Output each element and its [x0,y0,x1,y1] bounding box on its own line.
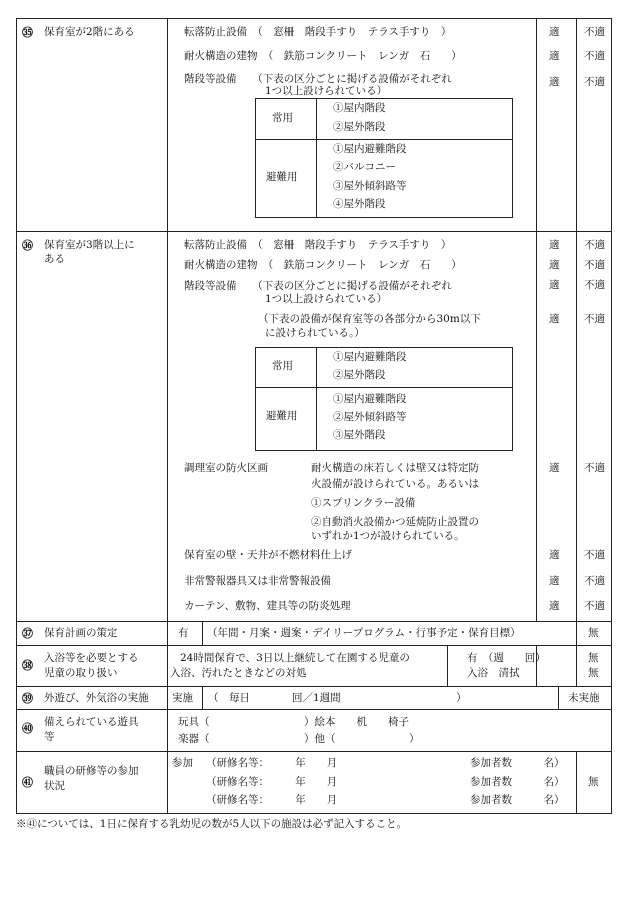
item-label-40-line2: 等 [44,731,55,743]
item-number-41: ㊶ [22,776,33,789]
item-number-36: ㊱ [22,239,33,252]
item-label-36-line1: 保育室が3階以上に [44,239,135,251]
fall-prevention-36: 転落防止設備 （ 窓柵 階段手すり テラス手すり ） [184,239,452,251]
no-column-divider [576,18,577,687]
no-mark: 不適 [584,313,605,325]
none-mark: 無 [588,652,599,664]
table-right-border [611,18,612,814]
no-mark: 不適 [584,76,605,88]
none-mark: 無 [588,627,599,639]
has-mark: 有 [178,627,189,639]
stairs-35-line2: 1つ以上設けられている） [265,85,388,97]
item-label-37: 保育計画の策定 [44,627,118,639]
outdoor-play-text: （ 毎日 回／1週間 ） [208,692,467,704]
bathing-type: 入浴 清拭 [467,667,520,679]
row-divider [16,645,612,646]
row-divider [16,709,612,710]
evac-item: ②屋外傾斜路等 [333,411,407,423]
no-mark: 不適 [584,259,605,271]
fall-prevention-35: 転落防止設備 （ 窓柵 階段手すり テラス手すり ） [184,26,452,38]
distance-36-line2: に設けられている。） [265,327,365,339]
row-divider [16,686,612,687]
stairs-subtable-36 [255,347,513,451]
no-mark: 不適 [584,549,605,561]
care-plan-text: （年間・月案・週案・デイリープログラム・行事予定・保育目標） [207,627,521,639]
row-divider [16,231,612,232]
col-divider-r37 [202,621,203,646]
yes-mark: 適 [549,26,560,38]
participant-count: 参加者数 名） [470,794,565,806]
row-divider [16,751,612,752]
table-bottom-border [16,813,612,814]
training-line: （研修名等： 年 月 [206,794,338,806]
fireproof-35: 耐火構造の建物 （ 鉄筋コンクリート レンガ 石 ） [184,50,462,62]
normal-item: ①屋内階段 [333,102,386,114]
stairs-36-line2: 1つ以上設けられている） [265,293,388,305]
yes-mark: 適 [549,600,560,612]
kitchen-fire-text: ①スプリンクラー設備 [311,497,416,509]
none-mark: 無 [588,667,599,679]
table-left-border [16,18,17,814]
normal-use-label: 常用 [272,360,293,372]
yes-mark: 適 [549,575,560,587]
no-mark: 不適 [584,600,605,612]
normal-item: ①屋内避難階段 [333,351,407,363]
stairs-35-line1: 階段等設備 （下表の区分ごとに掲げる設備がそれぞれ [184,73,452,85]
label-column-divider [167,18,168,814]
normal-use-label: 常用 [272,112,293,124]
yes-mark: 適 [549,239,560,251]
kitchen-fire-text: ②自動消火設備かつ延焼防止設置の [311,516,479,528]
evac-item: ④屋外階段 [333,198,386,210]
yes-column-divider [536,18,537,622]
item-number-35: ㉟ [22,26,33,39]
item-number-40: ㊵ [22,722,33,735]
yes-mark: 適 [549,279,560,291]
bathing-frequency: 有 （週 回） [467,652,546,664]
evac-item: ②バルコニー [333,161,396,173]
col-divider-r39-a [202,686,203,710]
equipment-line2: 楽器（ ）他（ ） [178,733,420,745]
col-divider-r39-b [558,686,559,710]
subtable-divider [316,348,317,450]
not-implemented-mark: 未実施 [568,692,600,704]
col-divider-r41 [576,751,577,814]
no-mark: 不適 [584,462,605,474]
evac-item: ③屋外傾斜路等 [333,180,407,192]
bathing-text-line1: 24時間保育で、3日以上継続して在園する児童の [180,652,410,664]
subtable-divider [316,99,317,217]
item-number-38: ㊳ [22,659,33,672]
evacuation-label: 避難用 [266,171,298,183]
yes-mark: 適 [549,462,560,474]
row-divider [16,621,612,622]
emergency-alarm: 非常警報器具又は非常警報設備 [184,575,331,587]
distance-36-line1: （下表の設備が保育室等の各部分から30m以下 [258,313,481,325]
evac-item: ①屋内避難階段 [333,143,407,155]
participant-count: 参加者数 名） [470,776,565,788]
item-label-39: 外遊び、外気浴の実施 [44,692,149,704]
footnote: ※㊶については、1日に保育する乳幼児の数が5人以下の施設は必ず記入すること。 [16,818,408,830]
equipment-line1: 玩具（ ）絵本 机 椅子 [178,716,409,728]
stairs-36-line1: 階段等設備 （下表の区分ごとに掲げる設備がそれぞれ [184,280,452,292]
yes-mark: 適 [549,313,560,325]
no-mark: 不適 [584,50,605,62]
kitchen-fire-text: 耐火構造の床若しくは壁又は特定防 [311,462,479,474]
subtable-divider [256,387,512,388]
participation-mark: 参加 [172,757,193,769]
participant-count: 参加者数 名） [470,757,565,769]
fireproof-36: 耐火構造の建物 （ 鉄筋コンクリート レンガ 石 ） [184,259,462,271]
kitchen-fire-text: いずれか1つが設けられている。 [311,530,465,542]
item-label-40-line1: 備えられている遊具 [44,716,139,728]
implemented-mark: 実施 [172,692,193,704]
kitchen-fire-compartment-label: 調理室の防火区画 [184,462,268,474]
item-label-38-line1: 入浴等を必要とする [44,652,139,664]
item-label-36-line2: ある [44,253,65,265]
training-line: （研修名等： 年 月 [206,776,338,788]
evac-item: ③屋外階段 [333,429,386,441]
item-number-37: ㊲ [22,627,33,640]
yes-mark: 適 [549,259,560,271]
subtable-divider [256,139,512,140]
stairs-subtable-35 [255,98,513,218]
no-mark: 不適 [584,279,605,291]
table-top-border [16,18,612,19]
no-mark: 不適 [584,575,605,587]
item-label-41-line1: 職員の研修等の参加 [44,765,139,777]
flameproof-treatment: カーテン、敷物、建具等の防炎処理 [184,600,351,612]
wall-ceiling-nonflammable: 保育室の壁・天井が不燃材料仕上げ [184,549,352,561]
evac-item: ①屋内避難階段 [333,393,407,405]
normal-item: ②屋外階段 [333,369,386,381]
training-line: （研修名等： 年 月 [206,757,338,769]
yes-mark: 適 [549,50,560,62]
yes-mark: 適 [549,76,560,88]
no-mark: 不適 [584,26,605,38]
col-divider-r38-a [447,645,448,687]
normal-item: ②屋外階段 [333,121,386,133]
yes-mark: 適 [549,549,560,561]
evacuation-label: 避難用 [266,410,298,422]
item-number-39: ㊴ [22,692,33,705]
kitchen-fire-text: 火設備が設けられている。あるいは [311,478,479,490]
no-mark: 不適 [584,239,605,251]
item-label-41-line2: 状況 [44,780,65,792]
item-label-35: 保育室が2階にある [44,26,135,38]
item-label-38-line2: 児童の取り扱い [44,667,118,679]
none-mark: 無 [588,776,599,788]
bathing-text-line2: 入浴、汚れたときなどの対処 [170,667,307,679]
